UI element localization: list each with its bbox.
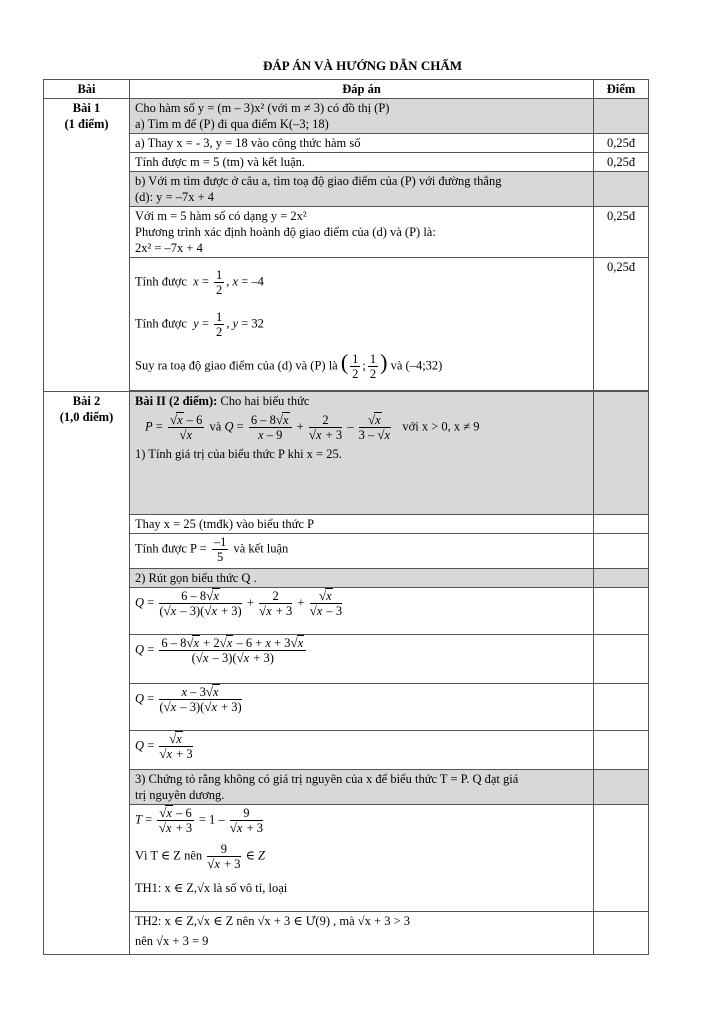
table-row — [44, 207, 649, 258]
table-row — [44, 99, 649, 134]
bai1-step2-points: 0,25đ — [594, 153, 649, 172]
bai1-name: Bài 1 — [72, 101, 101, 115]
table-row — [44, 515, 649, 534]
table-row — [44, 912, 649, 955]
bai1-cell — [44, 99, 130, 392]
table-row — [44, 770, 649, 805]
bai2-cell — [44, 392, 130, 955]
bai1-part-b: b) Với m tìm được ở câu a, tìm toạ độ giao điểm của (P) với đường thẳng (d): y = –7x + 4 — [130, 172, 594, 207]
bai1-step2: Tính được m = 5 (tm) và kết luận. — [130, 153, 594, 172]
bai2-q-step4: Q = $\frac{√x}{√x + 3}$ — [130, 731, 594, 770]
bai2-s2: Tính được P = $\frac{-1}{5}$ và kết luận — [130, 534, 594, 569]
table-row — [44, 534, 649, 569]
table-row — [44, 392, 649, 515]
bai2-q-step3: Q = $\frac{x - 3√x}{(√x - 3)(√x + 3)}$ — [130, 684, 594, 731]
bai1-b-points1: 0,25đ — [594, 207, 649, 258]
bai2-s1: Thay x = 25 (tmđk) vào biểu thức P — [130, 515, 594, 534]
bai1-b-solution: Với m = 5 hàm số có dạng y = 2x² Phương trình xác định hoành độ giao điểm của (d) và (P) là: 2x² = –7x + 4 — [130, 207, 594, 258]
table-row — [44, 569, 649, 588]
bai1-b-points2: 0,25đ — [594, 258, 649, 391]
header-bai: Bài — [44, 80, 130, 99]
header-dapan: Đáp án — [130, 80, 594, 99]
bai2-th2: TH2: x ∈ Z,√x ∈ Z nên √x + 3 ∈ Ư(9) , mà √x + 3 > 3 nên √x + 3 = 9 — [130, 912, 594, 955]
bai2-t-solution: T = $\frac{√x - 6}{√x + 3}$ = 1 – $\frac{9}{√x + 3}$ Vì T ∈ Z nên $\frac{9}{√x + 3}$ ∈ Z TH1: x ∈ Z,√x là số vô tỉ, loại — [130, 805, 594, 912]
table-header — [44, 80, 649, 99]
table-row — [44, 588, 649, 635]
table-row — [44, 153, 649, 172]
table-row — [44, 684, 649, 731]
table-row — [44, 635, 649, 684]
answer-table — [43, 79, 649, 955]
document-title: ĐÁP ÁN VÀ HƯỚNG DẪN CHẤM — [263, 58, 462, 73]
table-row — [44, 134, 649, 153]
bai1-intro: Cho hàm số y = (m – 3)x² (với m ≠ 3) có đồ thị (P) a) Tìm m để (P) đi qua điểm K(–3; 18) — [130, 99, 594, 134]
bai2-name: Bài 2 — [72, 394, 101, 408]
bai2-points: (1,0 điểm) — [59, 410, 114, 424]
table-row — [44, 731, 649, 770]
bai1-step1: a) Thay x = - 3, y = 18 vào công thức hàm số — [130, 134, 594, 153]
bai1-points: (1 điểm) — [64, 117, 109, 131]
bai2-q-step2: Q = $\frac{6 - 8√x + 2√x - 6 + x + 3√x}{(√x - 3)(√x + 3)}$ — [130, 635, 594, 684]
bai1-b-results: Tính được x = $\frac{1}{2}$ , x = –4 Tính được y = $\frac{1}{2}$ , y = 32 Suy ra toạ độ giao điểm của (d) và (P) là ( $\frac{1}{2}$ ; $\frac{1}{2}$ ) và (–4;32) — [130, 258, 594, 391]
table-row — [44, 172, 649, 207]
bai1-step1-points: 0,25đ — [594, 134, 649, 153]
bai2-q2: 2) Rút gọn biểu thức Q . — [130, 569, 594, 588]
table-row — [44, 258, 649, 391]
header-diem: Điểm — [594, 80, 649, 99]
bai2-q3: 3) Chứng tỏ rằng không có giá trị nguyên của x để biểu thức T = P. Q đạt giá trị nguyên dương. — [130, 770, 594, 805]
bai2-q-step1: Q = $\frac{6 - 8√x}{(√x - 3)(√x + 3)}$ + $\frac{2}{√x + 3}$ + $\frac{√x}{√x - 3}$ — [130, 588, 594, 635]
bai2-intro: Bài II (2 điểm): Cho hai biểu thức P = $\frac{√x - 6}{√x}$ và Q = $\frac{6 - 8√x}{x - 9}$ + $\frac{2}{√x + 3}$ – $\frac{√x}{3 - √x}$ với x > 0, x ≠ 9 1) Tính giá trị của biểu thức P khi x = 25. — [130, 392, 594, 515]
table-row — [44, 805, 649, 912]
